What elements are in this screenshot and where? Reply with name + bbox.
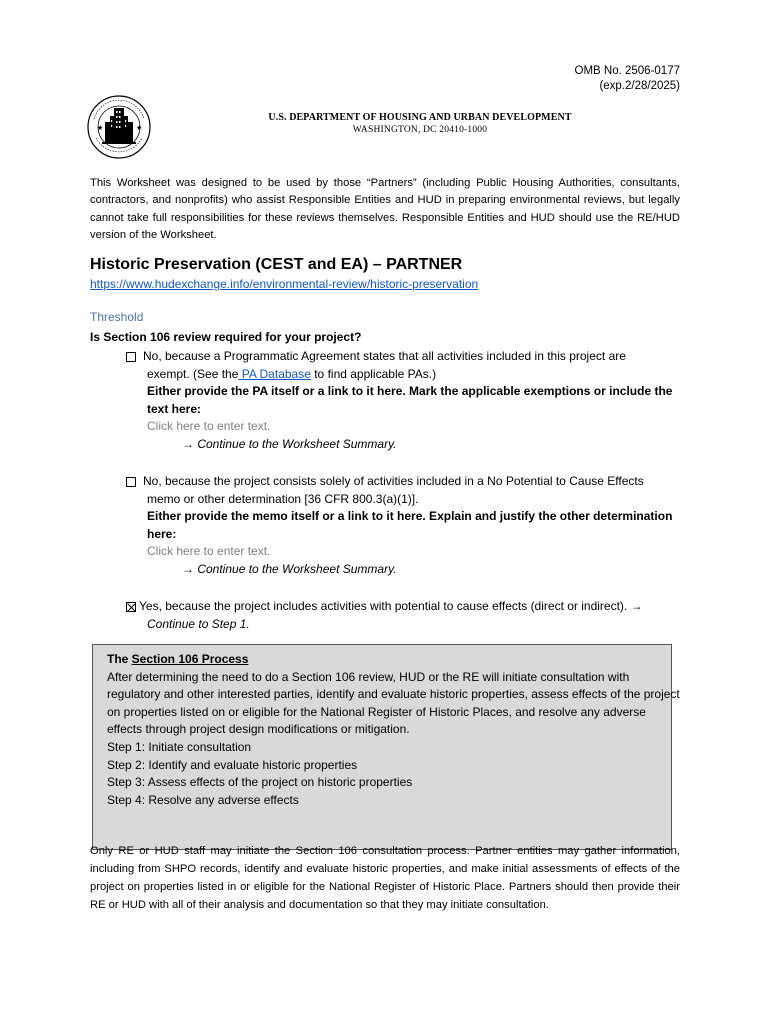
- no-potential-text-input[interactable]: Click here to enter text.: [147, 544, 271, 558]
- option-pa-exempt: [124, 348, 684, 453]
- threshold-question: Is Section 106 review required for your project?: [90, 330, 362, 344]
- historic-preservation-link[interactable]: https://www.hudexchange.info/environmental-review/historic-preservation: [90, 277, 479, 291]
- no-potential-checkbox[interactable]: [126, 477, 136, 487]
- svg-text:★: ★: [97, 124, 104, 132]
- omb-expiration: (exp.2/28/2025): [599, 80, 680, 92]
- process-title-pre: The: [107, 652, 132, 666]
- process-step: Step 2: Identify and evaluate historic properties: [107, 757, 358, 772]
- omb-number: OMB No. 2506-0177: [574, 65, 680, 77]
- pa-exempt-line1: No, because a Programmatic Agreement states that all activities included in this project are: [143, 349, 626, 363]
- agency-address: WASHINGTON, DC 20410-1000: [352, 125, 488, 135]
- process-step: Step 4: Resolve any adverse effects: [107, 792, 299, 807]
- no-potential-line2: memo or other determination [36 CFR 800.3(a)(1)].: [147, 491, 419, 506]
- yes-continue: Continue to Step 1.: [147, 616, 250, 631]
- agency-header: [0, 112, 770, 135]
- threshold-heading: Threshold: [90, 310, 144, 324]
- pa-exempt-line2: [124, 366, 684, 384]
- svg-text:★: ★: [136, 124, 143, 132]
- pa-exempt-text-input[interactable]: Click here to enter text.: [147, 419, 271, 433]
- no-potential-continue-text: Continue to the Worksheet Summary.: [194, 561, 397, 576]
- partner-guidance-paragraph: Only RE or HUD staff may initiate the Section 106 consultation process. Partner entities may gather information, including from SHPO records, identify and evaluate historic properties, and make initial assessments of effects of the project on properties listed in or eligible for the National Register of Historic Place. Partners should then provide their RE or HUD with all of their analysis and documentation so that they may initiate consultation.: [90, 845, 680, 911]
- no-potential-continue: [124, 561, 684, 579]
- pa-exempt-continue-text: Continue to the Worksheet Summary.: [194, 436, 397, 451]
- option-no-potential: [124, 473, 684, 578]
- pa-exempt-checkbox[interactable]: [126, 352, 136, 362]
- section-106-process-content: [107, 651, 682, 809]
- no-potential-line1: No, because the project consists solely of activities included in a No Potential to Cause Effects: [143, 474, 644, 488]
- pa-exempt-instruction: Either provide the PA itself or a link to it here. Mark the applicable exemptions or include the text here:: [147, 384, 673, 416]
- process-step: Step 3: Assess effects of the project on historic properties: [107, 775, 413, 790]
- pa-database-link[interactable]: PA Database: [238, 366, 311, 381]
- yes-line1: Yes, because the project includes activities with potential to cause effects (direct or indirect). →: [139, 599, 643, 613]
- pa-exempt-continue: [124, 436, 684, 454]
- intro-paragraph: This Worksheet was designed to be used by those “Partners” (including Public Housing Authorities, consultants, contractors, and nonprofits) who assist Responsible Entities and HUD in preparing environmental reviews, but legally cannot take full responsibilities for these reviews themselves. Responsible Entities and HUD should use the RE/HUD version of the Worksheet.: [90, 177, 680, 242]
- option-yes: [124, 598, 694, 633]
- process-step: Step 1: Initiate consultation: [107, 739, 252, 754]
- process-title: [107, 651, 682, 669]
- section-106-process-link[interactable]: Section 106 Process: [131, 652, 249, 666]
- omb-info: [575, 64, 680, 94]
- arrow-right-icon: →: [182, 561, 194, 576]
- process-body: After determining the need to do a Section 106 review, HUD or the RE will initiate consultation with regulatory and other interested parties, identify and evaluate historic properties, assess effects of the project on properties listed on or eligible for the National Register of Historic Places, and resolve any adverse effects through project design modifications or mitigation.: [107, 669, 680, 737]
- yes-checkbox[interactable]: [126, 602, 136, 612]
- pa-exempt-line2-post: to find applicable PAs.): [310, 366, 437, 381]
- agency-name: U.S. DEPARTMENT OF HOUSING AND URBAN DEVELOPMENT: [268, 112, 572, 123]
- page-title: Historic Preservation (CEST and EA) – PARTNER: [90, 256, 463, 273]
- arrow-right-icon: →: [182, 436, 194, 451]
- no-potential-instruction: Either provide the memo itself or a link to it here. Explain and justify the other determination here:: [147, 509, 673, 541]
- pa-exempt-line2-pre: exempt. (See the: [147, 366, 239, 381]
